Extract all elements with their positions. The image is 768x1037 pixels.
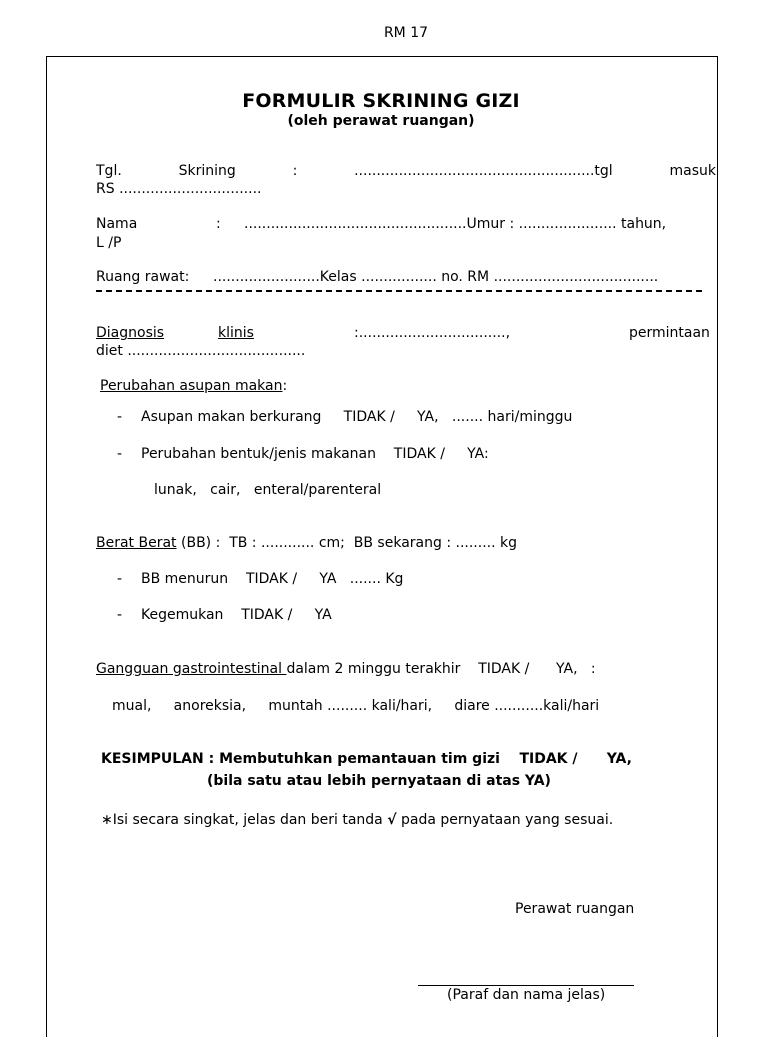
field-rs: RS ................................ xyxy=(96,181,262,197)
bullet: - xyxy=(117,409,123,425)
colon: : xyxy=(216,216,221,232)
ruang-label: Ruang rawat: xyxy=(96,269,190,285)
nama-label: Nama xyxy=(96,216,138,232)
berat-item-kegemukan: Kegemukan TIDAK / YA xyxy=(141,607,332,623)
gastro-heading: Gangguan gastrointestinal dalam 2 minggu terakhir TIDAK / YA, : xyxy=(96,661,596,677)
ruang-kelas-rm: ........................Kelas ................. no. RM ..................................... xyxy=(213,269,659,285)
form-subtitle: (oleh perawat ruangan) xyxy=(287,113,475,129)
fill-instruction: ∗Isi secara singkat, jelas dan beri tanda √ pada pernyataan yang sesuai. xyxy=(101,812,614,828)
bullet: - xyxy=(117,571,123,587)
berat-heading: Berat Berat (BB) : TB : ............ cm; BB sekarang : ......... kg xyxy=(96,535,517,551)
signature-line xyxy=(418,985,634,986)
klinis-label: klinis xyxy=(218,325,254,341)
tgl-dots: ......................................................tgl xyxy=(354,163,613,179)
skrining-label: Skrining xyxy=(178,163,236,179)
asupan-item-perubahan-bentuk: Perubahan bentuk/jenis makanan TIDAK / YA: xyxy=(141,446,489,462)
section-divider xyxy=(96,290,702,292)
field-lp: L /P xyxy=(96,235,122,251)
signature-label: Perawat ruangan xyxy=(515,901,635,917)
masuk-label: masuk xyxy=(669,163,716,179)
nama-umur-dots: ..................................................Umur : ...................... tahun, xyxy=(244,216,667,232)
form-title: FORMULIR SKRINING GIZI xyxy=(242,90,520,112)
checkmark-icon: √ xyxy=(387,812,397,828)
asupan-item-berkurang: Asupan makan berkurang TIDAK / YA, ....... hari/minggu xyxy=(141,409,573,425)
colon: : xyxy=(292,163,298,179)
tgl-label: Tgl. xyxy=(96,163,122,179)
field-tgl-skrining xyxy=(96,163,716,179)
asupan-options: lunak, cair, enteral/parenteral xyxy=(154,482,382,498)
diagnosis-label: Diagnosis xyxy=(96,325,165,341)
bullet: - xyxy=(117,446,123,462)
kesimpulan-line: KESIMPULAN : Membutuhkan pemantauan tim gizi TIDAK / YA, xyxy=(101,751,632,767)
kesimpulan-note: (bila satu atau lebih pernyataan di atas YA) xyxy=(207,773,551,789)
field-diet: diet ........................................ xyxy=(96,343,306,359)
gastro-symptoms: mual, anoreksia, muntah ......... kali/hari, diare ...........kali/hari xyxy=(112,698,600,714)
bullet: - xyxy=(117,607,123,623)
permintaan-label: permintaan xyxy=(629,325,710,341)
signature-caption: (Paraf dan nama jelas) xyxy=(447,987,606,1003)
form-code: RM 17 xyxy=(383,25,429,41)
berat-item-menurun: BB menurun TIDAK / YA ....... Kg xyxy=(141,571,404,587)
diagnosis-dots: :................................., xyxy=(354,325,511,341)
asupan-heading: Perubahan asupan makan: xyxy=(100,378,288,394)
